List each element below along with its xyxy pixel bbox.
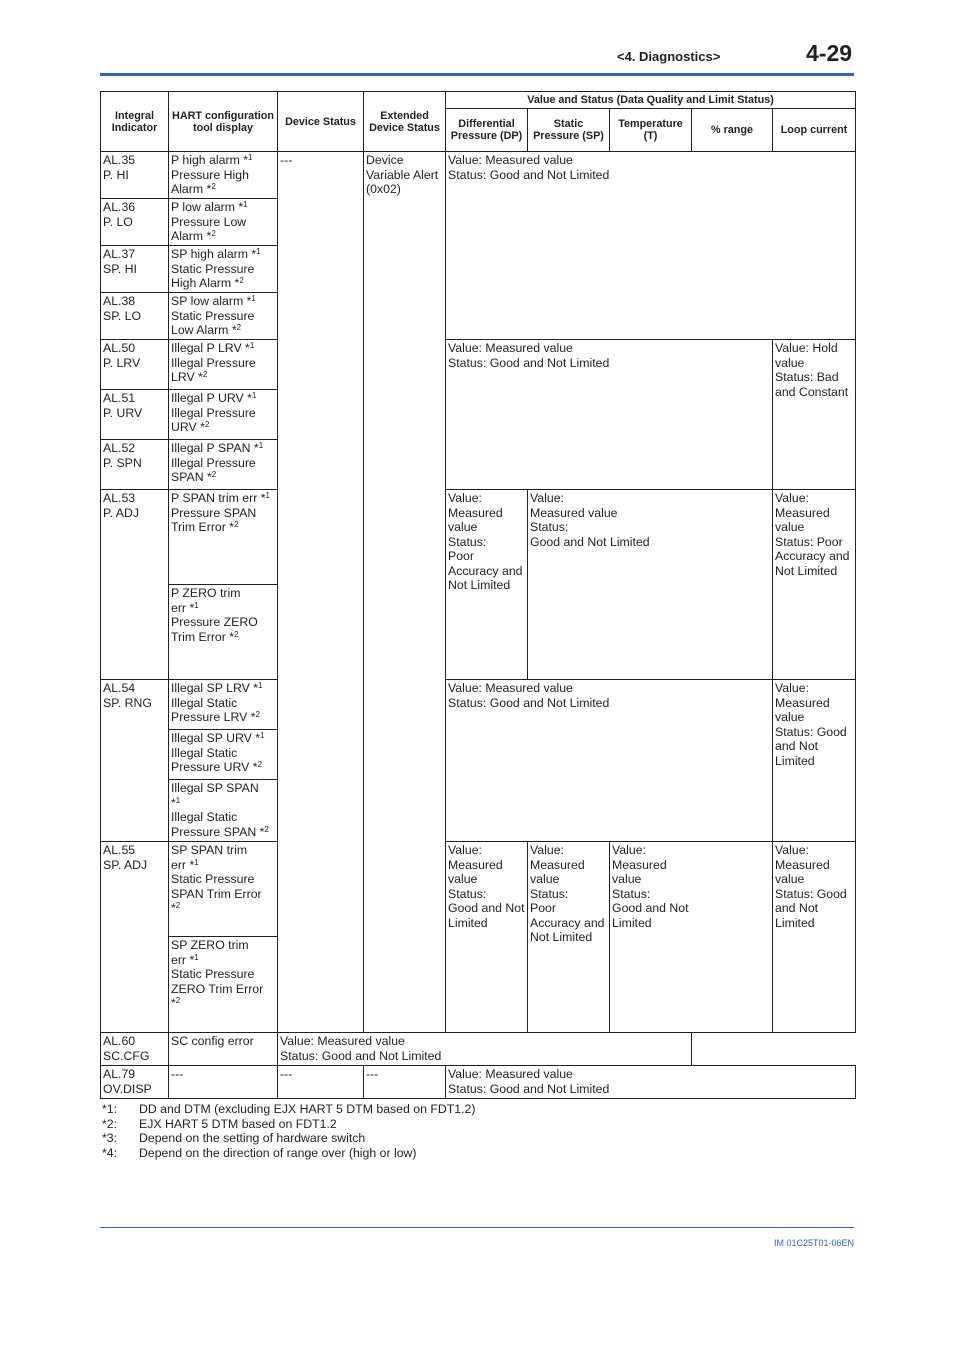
indicator-cell: AL.60 SC.CFG — [101, 1033, 169, 1066]
col-integral-indicator: Integral Indicator — [101, 92, 169, 152]
value-status-cell: Value: Measured value Status: Good and Not Limited — [446, 680, 773, 842]
sp-value-cell: Value: Measured value Status: Good and Not Limited — [528, 490, 773, 680]
hart-cell: SP low alarm *$^1$ Static Pressure Low Alarm *$^2$ — [169, 293, 278, 340]
hart-cell: Illegal SP URV *$^1$ Illegal Static Pressure URV *$^2$ — [169, 730, 278, 780]
footnote: *4: Depend on the direction of range over (high or low) — [102, 1145, 417, 1160]
value-status-cell: Value: Measured value Status: Good and Not Limited — [446, 152, 856, 340]
section-title: <4. Diagnostics> — [617, 49, 721, 64]
value-status-cell: Value: Measured value Status: Good and Not Limited — [446, 1066, 856, 1099]
table-row — [101, 340, 856, 390]
indicator-cell: AL.55 SP. ADJ — [101, 842, 169, 1033]
hart-cell: SP high alarm *$^1$ Static Pressure High Alarm *$^2$ — [169, 246, 278, 293]
device-status-cell: --- — [278, 152, 364, 1033]
col-extended-status: Extended Device Status — [364, 92, 446, 152]
dp-value-cell: Value: Measured value Status: Poor Accuracy and Not Limited — [446, 490, 528, 680]
temp-value-cell: Value: Measured value Status: Good and Not Limited — [610, 842, 773, 1033]
table-row — [101, 1033, 856, 1066]
sp-value-cell: Value: Measured value Status: Poor Accuracy and Not Limited — [528, 842, 610, 1033]
indicator-cell: AL.53 P. ADJ — [101, 490, 169, 680]
hart-cell: Illegal SP LRV *$^1$ Illegal Static Pressure LRV *$^2$ — [169, 680, 278, 730]
hart-cell: SP SPAN trim err *$^1$ Static Pressure SPAN Trim Error *$^2$ — [169, 842, 278, 937]
indicator-cell: AL.52 P. SPN — [101, 440, 169, 490]
table-row — [101, 490, 856, 585]
col-value-group: Value and Status (Data Quality and Limit Status) — [446, 92, 856, 109]
document-id: IM 01C25T01-06EN — [773, 1238, 854, 1248]
hart-cell: P high alarm *$^1$ Pressure High Alarm *$^2$ — [169, 152, 278, 199]
footnotes — [102, 1102, 602, 1160]
indicator-cell: AL.38 SP. LO — [101, 293, 169, 340]
col-device-status: Device Status — [278, 92, 364, 152]
value-status-cell: Value: Measured value Status: Good and Not Limited — [446, 340, 773, 490]
indicator-cell: AL.50 P. LRV — [101, 340, 169, 390]
table-row — [101, 680, 856, 730]
col-range: % range — [692, 109, 773, 152]
hart-cell: Illegal P URV *$^1$ Illegal Pressure URV *$^2$ — [169, 390, 278, 440]
hart-cell: Illegal SP SPAN *$^1$ Illegal Static Pressure SPAN *$^2$ — [169, 780, 278, 842]
table-row — [101, 152, 856, 199]
device-status-cell: --- — [278, 1066, 364, 1099]
hart-cell: SC config error — [169, 1033, 278, 1066]
col-dp: Differential Pressure (DP) — [446, 109, 528, 152]
indicator-cell: AL.36 P. LO — [101, 199, 169, 246]
page-number: 4-29 — [806, 40, 853, 66]
col-hart-display: HART configuration tool display — [169, 92, 278, 152]
col-loop: Loop current — [773, 109, 856, 152]
footnote: *2: EJX HART 5 DTM based on FDT1.2 — [102, 1116, 337, 1131]
footnote: *3: Depend on the setting of hardware switch — [102, 1131, 366, 1145]
indicator-cell: AL.51 P. URV — [101, 390, 169, 440]
loop-current-cell: Value: Measured value Status: Good and Not Limited — [773, 842, 856, 1033]
loop-current-cell: Value: Measured value Status: Poor Accuracy and Not Limited — [773, 490, 856, 680]
extended-status-cell: --- — [364, 1066, 446, 1099]
hart-cell: Illegal P LRV *$^1$ Illegal Pressure LRV *$^2$ — [169, 340, 278, 390]
hart-cell: --- — [169, 1066, 278, 1099]
value-status-cell: Value: Measured value Status: Good and Not Limited — [278, 1033, 692, 1066]
table-row — [101, 842, 856, 937]
indicator-cell: AL.54 SP. RNG — [101, 680, 169, 842]
hart-cell: P low alarm *$^1$ Pressure Low Alarm *$^2$ — [169, 199, 278, 246]
extended-status-cell: Device Variable Alert (0x02) — [364, 152, 446, 1033]
footer-rule — [100, 1227, 854, 1228]
hart-cell: P ZERO trim err *$^1$ Pressure ZERO Trim Error *$^2$ — [169, 585, 278, 680]
col-temp: Temperature (T) — [610, 109, 692, 152]
table-row — [101, 1066, 856, 1099]
indicator-cell: AL.37 SP. HI — [101, 246, 169, 293]
dp-value-cell: Value: Measured value Status: Good and Not Limited — [446, 842, 528, 1033]
indicator-cell: AL.79 OV.DISP — [101, 1066, 169, 1099]
hart-cell: P SPAN trim err *$^1$ Pressure SPAN Trim Error *$^2$ — [169, 490, 278, 585]
diagnostics-table — [100, 91, 856, 1099]
loop-current-cell: Value: Hold value Status: Bad and Constant — [773, 340, 856, 490]
hart-cell: SP ZERO trim err *$^1$ Static Pressure ZERO Trim Error *$^2$ — [169, 937, 278, 1033]
indicator-cell: AL.35 P. HI — [101, 152, 169, 199]
header-rule — [100, 73, 854, 76]
header-row — [101, 92, 856, 109]
hart-cell: Illegal P SPAN *$^1$ Illegal Pressure SPAN *$^2$ — [169, 440, 278, 490]
footnote: *1: DD and DTM (excluding EJX HART 5 DTM based on FDT1.2) — [102, 1102, 476, 1116]
col-sp: Static Pressure (SP) — [528, 109, 610, 152]
loop-current-cell: Value: Measured value Status: Good and Not Limited — [773, 680, 856, 842]
